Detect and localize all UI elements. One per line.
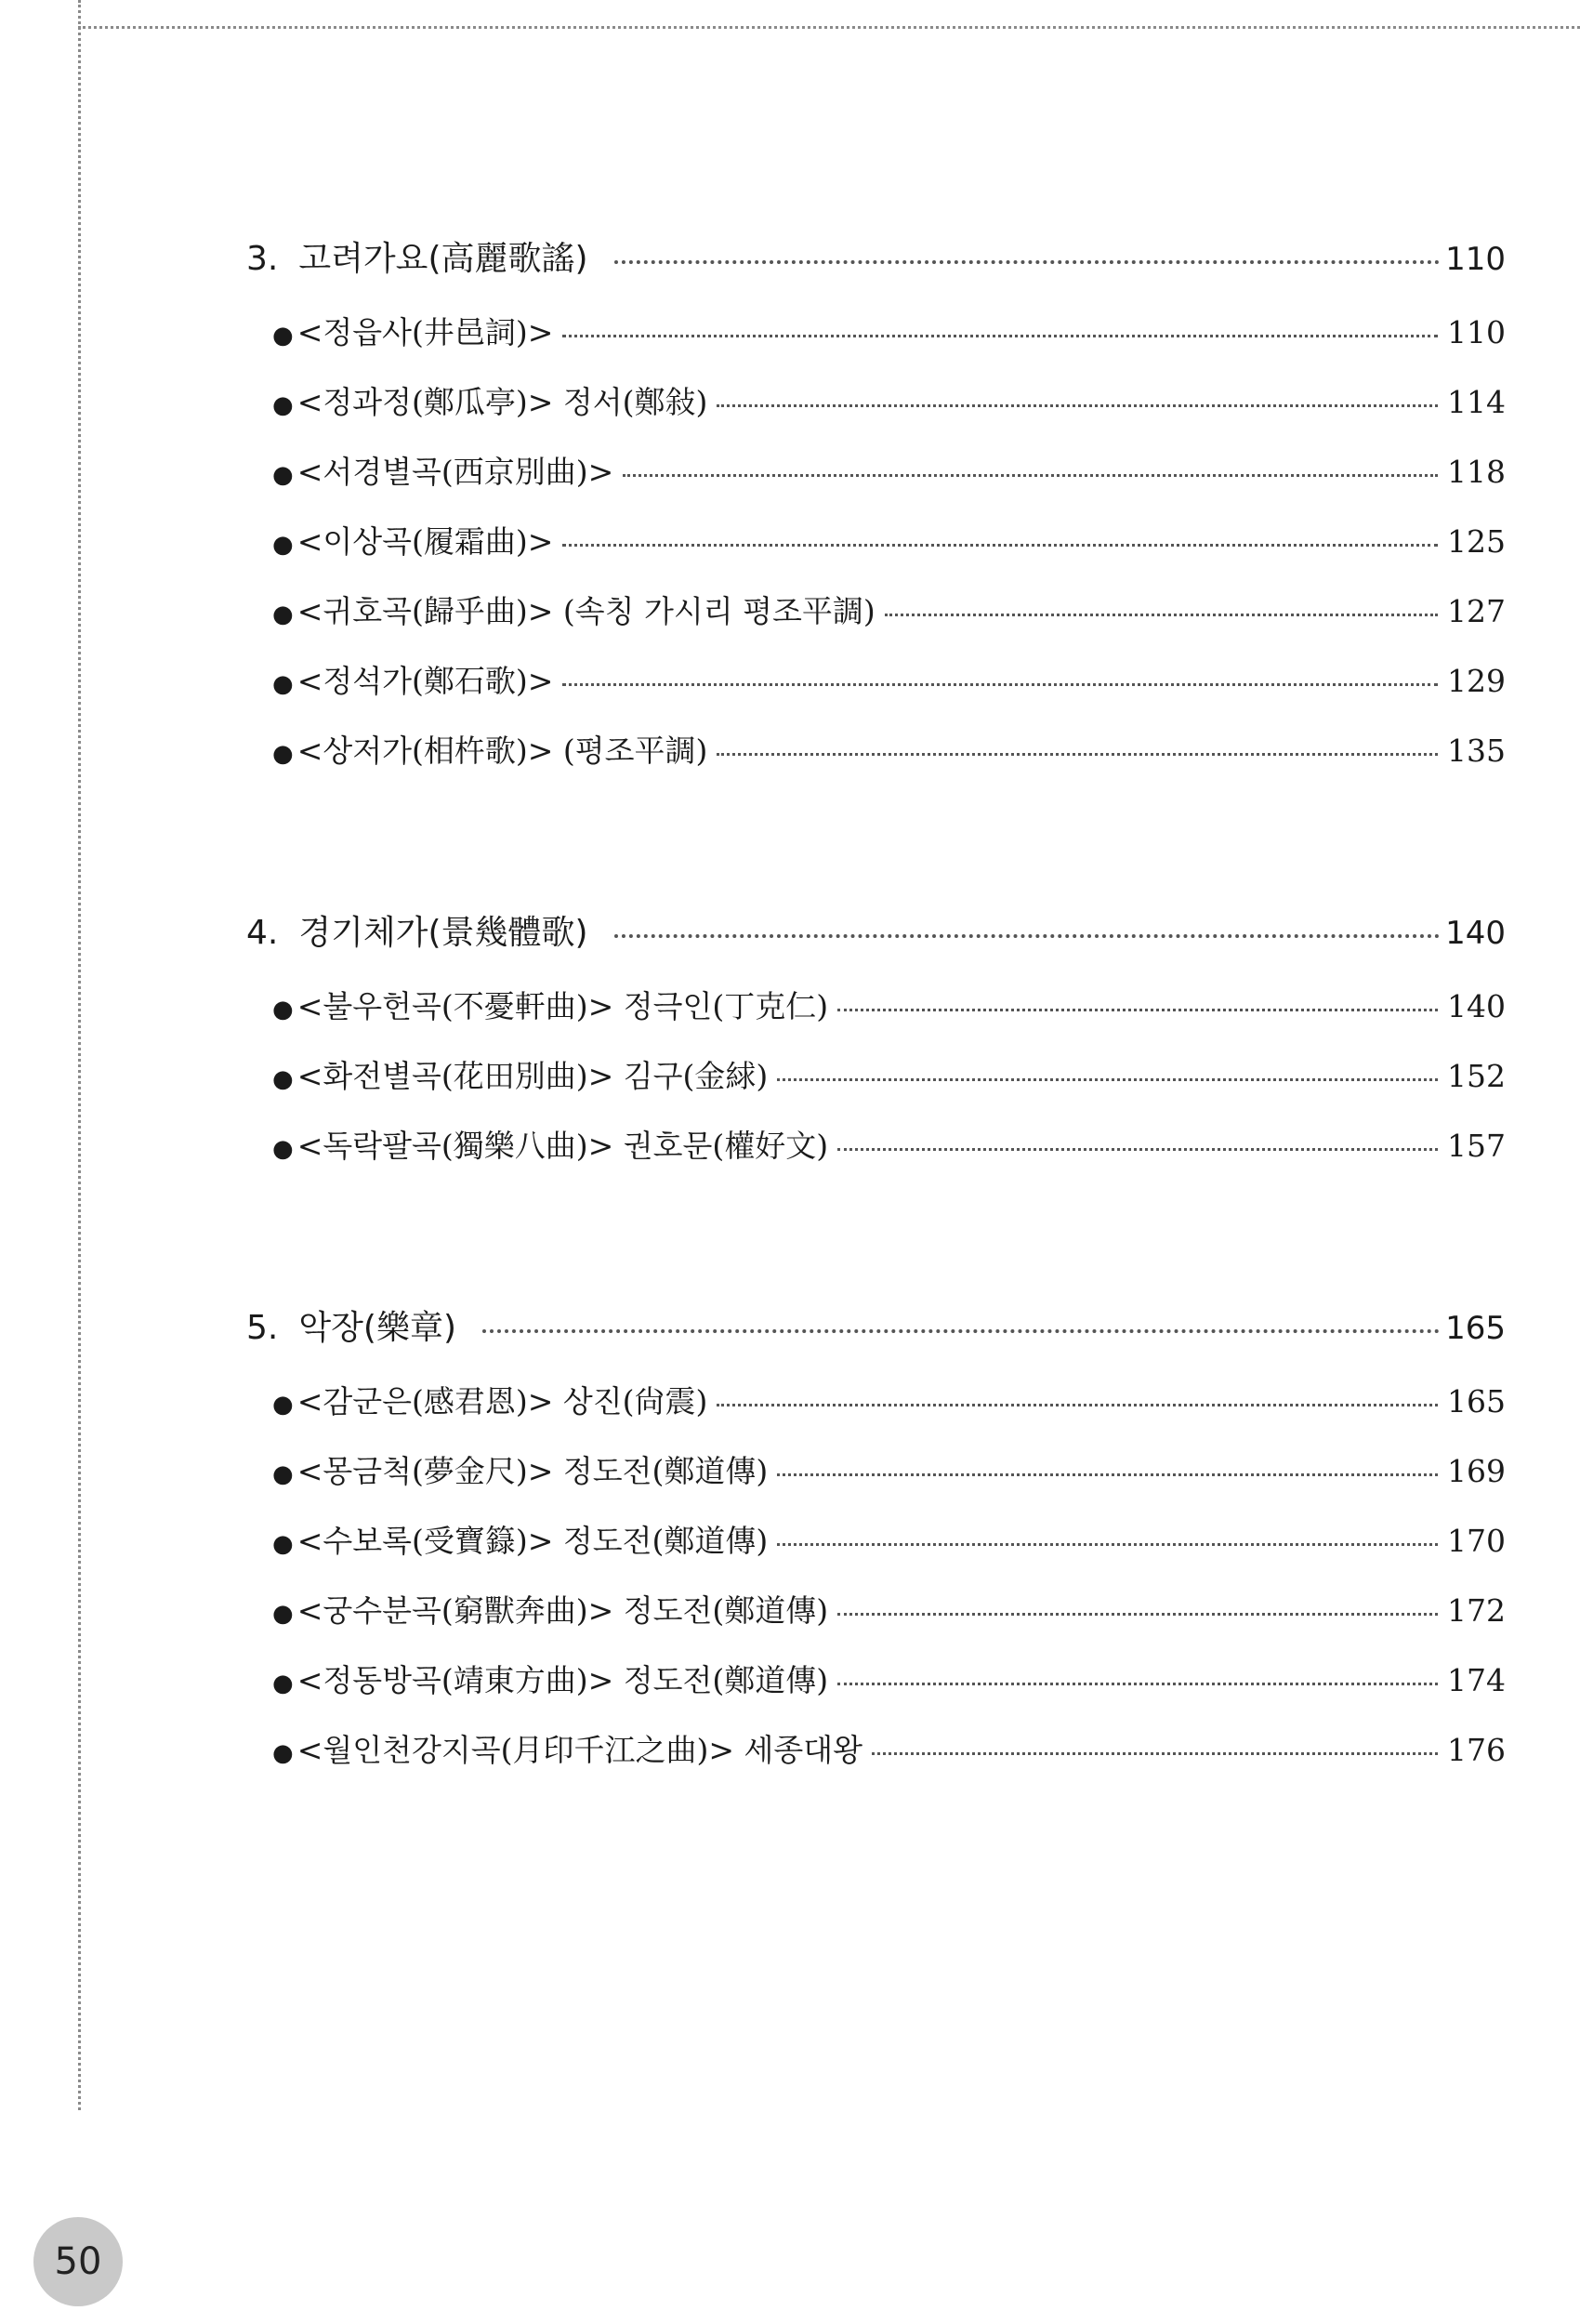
bullet-icon: ●: [272, 322, 294, 350]
toc-entry[interactable]: [246, 1052, 1506, 1122]
page-border-left: [78, 0, 81, 2110]
entry-page-number: 176: [1447, 1732, 1506, 1768]
entry-title: <정동방곡(靖東方曲)> 정도전(鄭道傳): [296, 1662, 829, 1698]
toc-entry[interactable]: [246, 1726, 1506, 1796]
toc-entry[interactable]: [246, 1447, 1506, 1517]
entry-title: <이상곡(履霜曲)>: [296, 523, 554, 560]
bullet-icon: ●: [272, 601, 294, 628]
page-border-top: [78, 26, 1580, 29]
entry-title: <정과정(鄭瓜亭)> 정서(鄭敍): [296, 384, 708, 420]
dot-leader: [837, 1148, 1438, 1151]
dot-leader: [777, 1543, 1438, 1546]
entry-page-number: 125: [1447, 523, 1506, 560]
dot-leader: [872, 1752, 1438, 1755]
entry-page-number: 135: [1447, 733, 1506, 769]
entry-title: <정석가(鄭石歌)>: [296, 663, 554, 699]
toc-entry[interactable]: [246, 727, 1506, 797]
dot-leader: [562, 683, 1438, 686]
dot-leader: [717, 753, 1438, 756]
toc-entry[interactable]: [246, 657, 1506, 727]
dot-leader: [623, 474, 1438, 477]
toc-entry[interactable]: [246, 1587, 1506, 1657]
entry-page-number: 118: [1447, 454, 1506, 490]
toc-section: [246, 232, 1506, 797]
entry-page-number: 172: [1447, 1592, 1506, 1629]
bullet-icon: ●: [272, 1670, 294, 1697]
entry-title: <귀호곡(歸乎曲)> (속칭 가시리 평조平調): [296, 593, 876, 629]
toc-entry[interactable]: [246, 1657, 1506, 1726]
section-heading[interactable]: [246, 906, 1506, 971]
entry-page-number: 127: [1447, 593, 1506, 629]
bullet-icon: ●: [272, 1135, 294, 1163]
toc-entry[interactable]: [246, 588, 1506, 657]
toc-entry[interactable]: [246, 1122, 1506, 1192]
entry-title: <독락팔곡(獨樂八曲)> 권호문(權好文): [296, 1128, 829, 1164]
dot-leader: [837, 1613, 1438, 1616]
section-page-number: 140: [1445, 915, 1506, 952]
dot-leader: [562, 544, 1438, 547]
bullet-icon: ●: [272, 1460, 294, 1488]
bullet-icon: ●: [272, 670, 294, 698]
bullet-icon: ●: [272, 1530, 294, 1558]
dot-leader: [777, 1473, 1438, 1476]
toc-entry[interactable]: [246, 309, 1506, 378]
entry-page-number: 170: [1447, 1523, 1506, 1559]
entry-page-number: 110: [1447, 314, 1506, 350]
toc-entry[interactable]: [246, 518, 1506, 588]
dot-leader: [717, 1404, 1438, 1406]
entry-page-number: 157: [1447, 1128, 1506, 1164]
section-heading[interactable]: [246, 232, 1506, 297]
bullet-icon: ●: [272, 1065, 294, 1093]
entry-title: <불우헌곡(不憂軒曲)> 정극인(丁克仁): [296, 988, 829, 1024]
bullet-icon: ●: [272, 740, 294, 768]
entry-title: <상저가(相杵歌)> (평조平調): [296, 733, 708, 769]
section-number: 4.: [246, 914, 279, 952]
bullet-icon: ●: [272, 391, 294, 419]
entry-page-number: 174: [1447, 1662, 1506, 1698]
dot-leader: [482, 1329, 1440, 1333]
section-heading[interactable]: [246, 1301, 1506, 1367]
entry-page-number: 169: [1447, 1453, 1506, 1489]
entry-title: <화전별곡(花田別曲)> 김구(金絿): [296, 1058, 769, 1094]
section-number: 3.: [246, 240, 279, 278]
dot-leader: [837, 1683, 1438, 1685]
dot-leader: [837, 1009, 1438, 1011]
dot-leader: [717, 404, 1438, 407]
dot-leader: [614, 934, 1441, 938]
entry-title: <수보록(受寶籙)> 정도전(鄭道傳): [296, 1523, 769, 1559]
entry-title: <감군은(感君恩)> 상진(尙震): [296, 1383, 708, 1419]
dot-leader: [614, 260, 1441, 264]
entry-page-number: 129: [1447, 663, 1506, 699]
bullet-icon: ●: [272, 1600, 294, 1628]
entry-title: <서경별곡(西京別曲)>: [296, 454, 614, 490]
bullet-icon: ●: [272, 1391, 294, 1419]
toc-entry[interactable]: [246, 983, 1506, 1052]
bullet-icon: ●: [272, 461, 294, 489]
entry-page-number: 152: [1447, 1058, 1506, 1094]
toc-entry[interactable]: [246, 448, 1506, 518]
section-page-number: 110: [1445, 241, 1506, 278]
entry-title: <궁수분곡(窮獸奔曲)> 정도전(鄭道傳): [296, 1592, 829, 1629]
page-number-badge: 50: [33, 2217, 123, 2306]
toc-section: [246, 1301, 1506, 1796]
section-number: 5.: [246, 1309, 279, 1347]
entry-page-number: 165: [1447, 1383, 1506, 1419]
toc-entry[interactable]: [246, 1517, 1506, 1587]
toc-section: [246, 906, 1506, 1192]
entry-title: <월인천강지곡(月印千江之曲)> 세종대왕: [296, 1732, 863, 1768]
toc-entry[interactable]: [246, 1378, 1506, 1447]
entry-title: <몽금척(夢金尺)> 정도전(鄭道傳): [296, 1453, 769, 1489]
section-title: 경기체가(景幾體歌): [298, 914, 588, 952]
section-page-number: 165: [1445, 1310, 1506, 1347]
bullet-icon: ●: [272, 531, 294, 559]
entry-title: <정읍사(井邑詞)>: [296, 314, 554, 350]
bullet-icon: ●: [272, 1739, 294, 1767]
dot-leader: [777, 1078, 1438, 1081]
entry-page-number: 140: [1447, 988, 1506, 1024]
entry-page-number: 114: [1447, 384, 1506, 420]
section-title: 고려가요(高麗歌謠): [298, 240, 588, 278]
section-title: 악장(樂章): [298, 1309, 457, 1347]
bullet-icon: ●: [272, 996, 294, 1023]
toc-entry[interactable]: [246, 378, 1506, 448]
table-of-contents: [246, 232, 1506, 1906]
dot-leader: [885, 614, 1438, 616]
dot-leader: [562, 335, 1438, 337]
